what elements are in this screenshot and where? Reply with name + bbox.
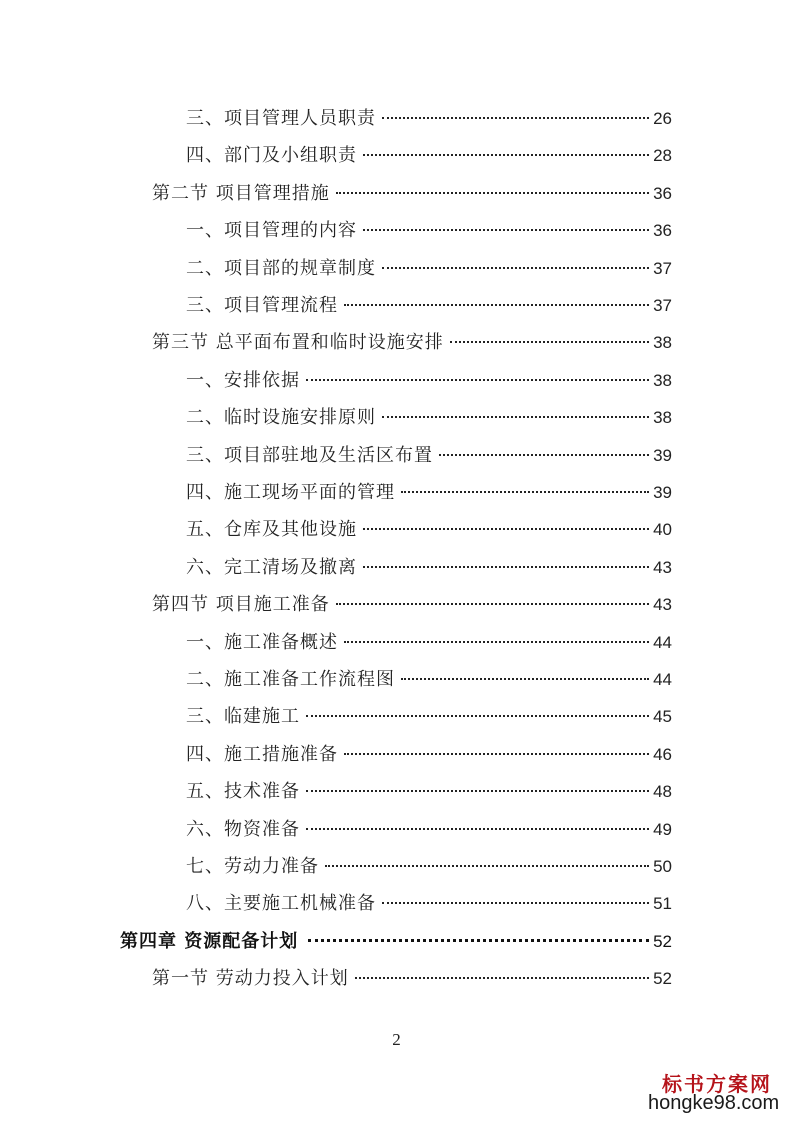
toc-subsection-entry[interactable] [186, 256, 672, 282]
toc-entry-label: 八、主要施工机械准备 [186, 893, 376, 915]
toc-entry-label: 第四章 资源配备计划 [120, 930, 299, 952]
toc-subsection-entry[interactable] [186, 143, 672, 169]
toc-entry-page: 38 [653, 370, 672, 390]
toc-dot-leader [306, 714, 649, 717]
toc-section-entry[interactable] [152, 181, 672, 207]
toc-subsection-entry[interactable] [186, 480, 672, 506]
toc-entry-page: 39 [653, 445, 672, 465]
toc-entry-page: 43 [653, 595, 672, 615]
toc-entry-label: 第二节 项目管理措施 [152, 182, 330, 204]
toc-subsection-entry[interactable] [186, 817, 672, 843]
toc-dot-leader [363, 527, 649, 530]
toc-dot-leader [382, 901, 649, 904]
toc-entry-label: 二、项目部的规章制度 [186, 257, 376, 279]
toc-chapter-entry[interactable] [120, 929, 672, 955]
toc-entry-label: 二、施工准备工作流程图 [186, 669, 395, 690]
toc-entry-label: 三、项目管理人员职责 [186, 108, 376, 129]
toc-entry-label: 三、项目部驻地及生活区布置 [186, 444, 433, 466]
toc-entry-page: 44 [653, 670, 672, 689]
toc-dot-leader [363, 153, 649, 156]
toc-entry-page: 38 [653, 333, 672, 353]
toc-dot-leader [355, 976, 649, 979]
toc-subsection-entry[interactable] [186, 854, 672, 880]
watermark-url: hongke98.com [648, 1092, 780, 1114]
toc-dot-leader [382, 266, 649, 269]
toc-entry-label: 六、物资准备 [186, 818, 300, 840]
toc-entry-page: 38 [653, 408, 672, 428]
toc-entry-page: 51 [653, 894, 672, 914]
toc-dot-leader [306, 378, 649, 381]
toc-entry-label: 二、临时设施安排原则 [186, 407, 376, 429]
toc-subsection-entry[interactable] [186, 704, 672, 730]
toc-dot-leader [363, 228, 649, 231]
toc-entry-page: 37 [653, 296, 672, 315]
toc-dot-leader [336, 191, 649, 194]
toc-entry-label: 四、部门及小组职责 [186, 145, 357, 167]
toc-dot-leader [306, 827, 649, 830]
toc-dot-leader [382, 415, 649, 418]
toc-entry-page: 45 [653, 707, 672, 727]
toc-entry-page: 39 [653, 483, 672, 502]
toc-entry-page: 28 [653, 146, 672, 166]
toc-subsection-entry[interactable] [186, 891, 672, 917]
toc-subsection-entry[interactable] [186, 293, 672, 319]
toc-entry-page: 40 [653, 520, 672, 540]
toc-dot-leader [363, 565, 649, 568]
toc-subsection-entry[interactable] [186, 517, 672, 543]
toc-dot-leader [325, 864, 649, 867]
toc-section-entry[interactable] [152, 330, 672, 356]
toc-entry-page: 49 [653, 819, 672, 839]
toc-entry-label: 三、项目管理流程 [186, 295, 338, 316]
toc-section-entry[interactable] [152, 966, 672, 992]
toc-entry-label: 七、劳动力准备 [186, 856, 319, 877]
toc-subsection-entry[interactable] [186, 405, 672, 431]
watermark-logo-text: 标书方案网 [662, 1072, 772, 1096]
toc-dot-leader [401, 677, 649, 680]
toc-dot-leader [344, 303, 649, 306]
page-number: 2 [392, 1030, 401, 1049]
toc-dot-leader [336, 602, 649, 605]
toc-subsection-entry[interactable] [186, 779, 672, 805]
toc-dot-leader [450, 340, 649, 343]
toc-dot-leader [344, 640, 649, 643]
toc-entry-page: 50 [653, 857, 672, 876]
toc-entry-label: 三、临建施工 [186, 706, 300, 728]
toc-dot-leader [306, 789, 649, 792]
toc-dot-leader [439, 453, 649, 456]
toc-entry-page: 52 [653, 969, 672, 989]
toc-subsection-entry[interactable] [186, 555, 672, 581]
toc-entry-label: 一、安排依据 [186, 369, 300, 391]
toc-entry-label: 六、完工清场及撤离 [186, 556, 357, 578]
toc-entry-page: 43 [653, 557, 672, 577]
toc-section-entry[interactable] [152, 592, 672, 618]
toc-subsection-entry[interactable] [186, 742, 672, 768]
toc-entry-page: 36 [653, 183, 672, 203]
toc-entry-label: 四、施工现场平面的管理 [186, 482, 395, 503]
toc-subsection-entry[interactable] [186, 630, 672, 656]
toc-entry-page: 46 [653, 744, 672, 764]
toc-subsection-entry[interactable] [186, 218, 672, 244]
toc-subsection-entry[interactable] [186, 106, 672, 132]
toc-dot-leader [382, 116, 649, 119]
toc-entry-page: 44 [653, 632, 672, 652]
toc-subsection-entry[interactable] [186, 443, 672, 469]
toc-dot-leader [308, 938, 649, 942]
toc-entry-page: 26 [653, 109, 672, 128]
toc-entry-page: 52 [653, 931, 672, 951]
toc-dot-leader [401, 490, 649, 493]
toc-entry-page: 37 [653, 258, 672, 278]
toc-entry-label: 第四节 项目施工准备 [152, 594, 330, 616]
toc-dot-leader [344, 752, 649, 755]
toc-subsection-entry[interactable] [186, 667, 672, 693]
toc-entry-label: 第三节 总平面布置和临时设施安排 [152, 332, 444, 354]
toc-entry-label: 第一节 劳动力投入计划 [152, 968, 349, 990]
toc-entry-label: 五、仓库及其他设施 [186, 519, 357, 541]
toc-entry-page: 36 [653, 221, 672, 241]
toc-entry-label: 五、技术准备 [186, 781, 300, 803]
toc-entry-label: 四、施工措施准备 [186, 743, 338, 765]
toc-entry-label: 一、施工准备概述 [186, 631, 338, 653]
toc-entry-page: 48 [653, 782, 672, 802]
toc-entry-label: 一、项目管理的内容 [186, 220, 357, 242]
toc-subsection-entry[interactable] [186, 368, 672, 394]
